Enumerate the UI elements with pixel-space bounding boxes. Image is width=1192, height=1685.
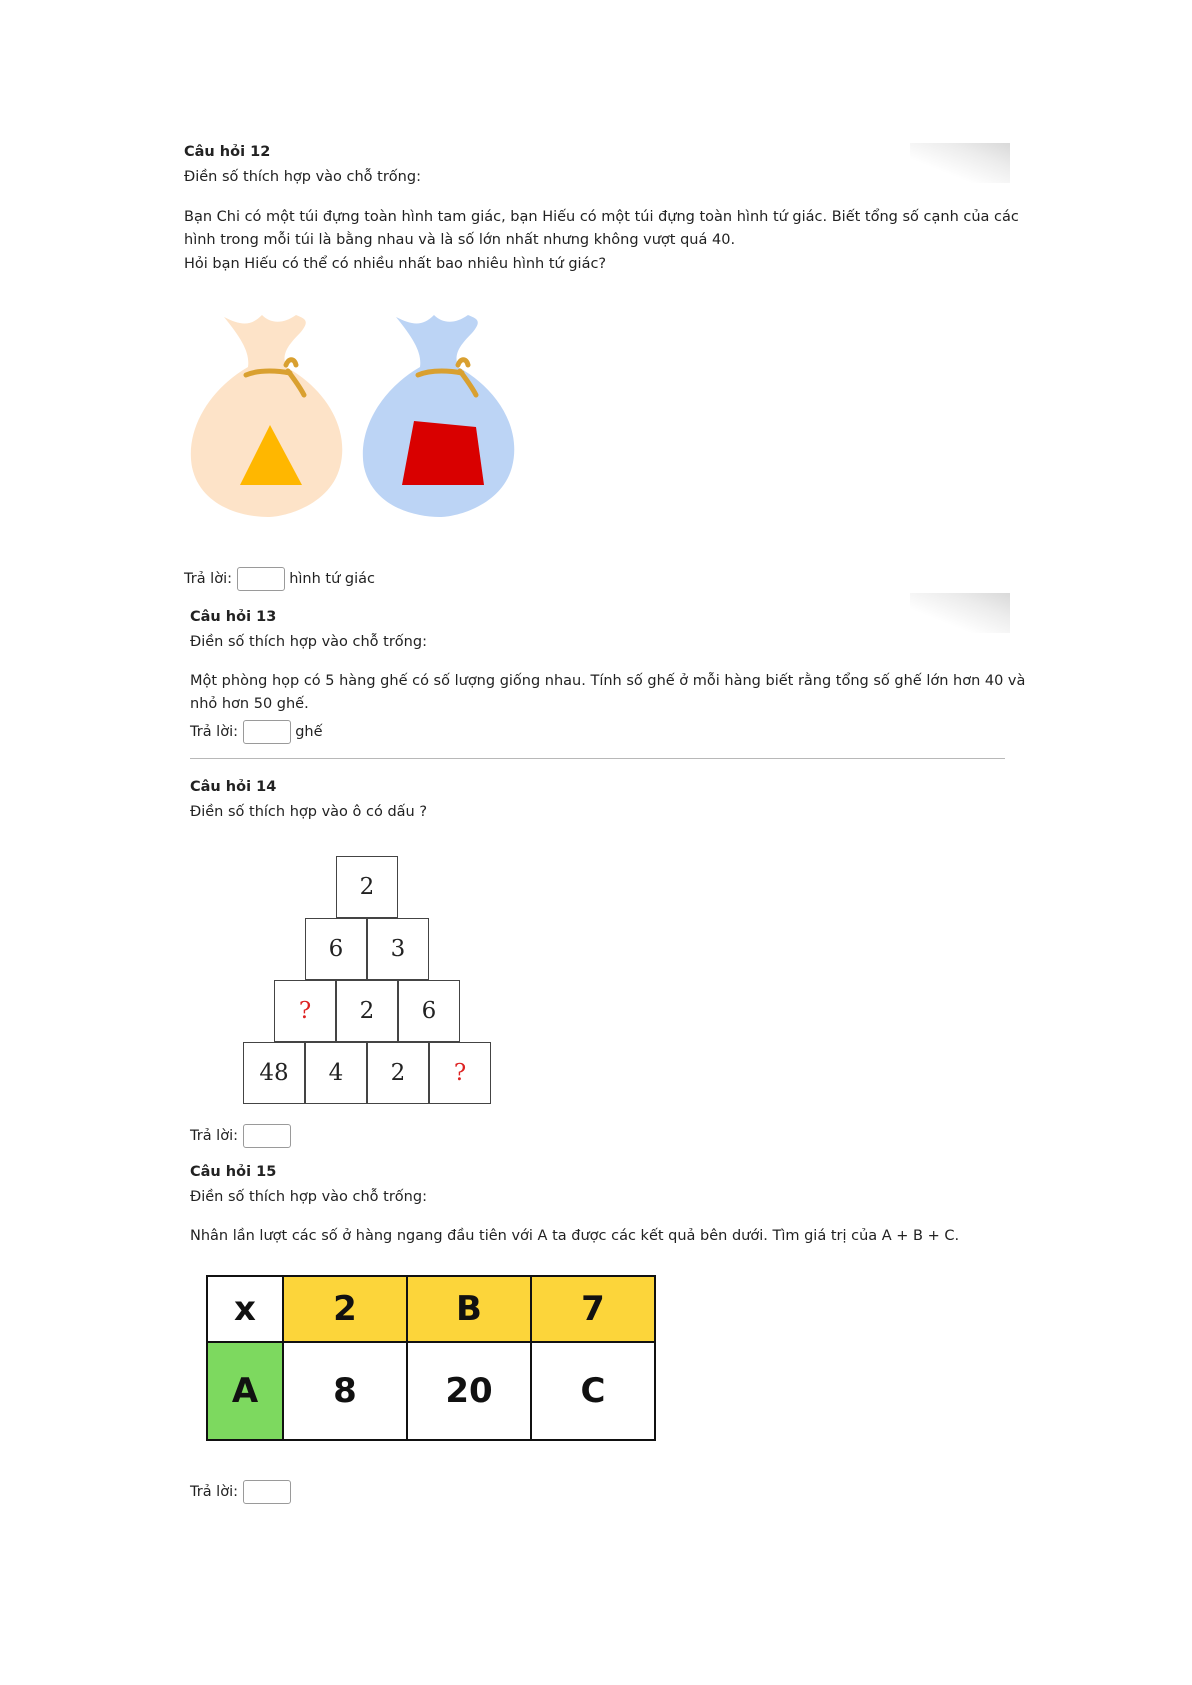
divider	[190, 758, 1005, 759]
q15-body-line1: Nhân lần lượt các số ở hàng ngang đầu tiên với A ta được các kết quả bên dưới. Tìm giá trị của A + B + C.	[190, 1228, 960, 1244]
table-result-cell: 8	[283, 1342, 407, 1440]
q14-instruction: Điền số thích hợp vào ô có dấu ?	[190, 804, 428, 820]
pyramid-cell-unknown: ?	[274, 980, 336, 1042]
multiplication-table	[206, 1275, 656, 1441]
q13-answer-unit: ghế	[295, 724, 323, 740]
q12-body-line3: Hỏi bạn Hiếu có thể có nhiều nhất bao nhiêu hình tứ giác?	[184, 256, 607, 272]
table-result-cell: C	[531, 1342, 655, 1440]
quadrilateral-icon	[402, 421, 484, 485]
q13-body-line1: Một phòng họp có 5 hàng ghế có số lượng giống nhau. Tính số ghế ở mỗi hàng biết rằng tổng số ghế lớn hơn 40 và	[190, 673, 1026, 689]
q13-answer-input[interactable]	[243, 720, 291, 744]
pyramid-cell: 2	[367, 1042, 429, 1104]
q14-title: Câu hỏi 14	[190, 779, 277, 795]
q12-answer-unit: hình tứ giác	[289, 571, 376, 587]
q15-answer-label: Trả lời:	[190, 1484, 238, 1500]
corner-shade	[910, 593, 1010, 633]
q14-answer-label: Trả lời:	[190, 1128, 238, 1144]
q13-body-line2: nhỏ hơn 50 ghế.	[190, 696, 309, 712]
q12-instruction: Điền số thích hợp vào chỗ trống:	[184, 169, 421, 185]
table-header-cell: 7	[531, 1276, 655, 1342]
table-op-cell: x	[207, 1276, 283, 1342]
pyramid-cell: 2	[336, 980, 398, 1042]
pyramid-cell-unknown: ?	[429, 1042, 491, 1104]
pyramid-cell: 6	[398, 980, 460, 1042]
bag-hieu-icon	[363, 315, 514, 517]
q12-title: Câu hỏi 12	[184, 144, 271, 160]
table-header-cell: B	[407, 1276, 531, 1342]
q14-answer-input[interactable]	[243, 1124, 291, 1148]
q14-answer-row	[190, 1124, 291, 1148]
pyramid-cell: 6	[305, 918, 367, 980]
pyramid-cell: 3	[367, 918, 429, 980]
q12-answer-label: Trả lời:	[184, 571, 232, 587]
q15-title: Câu hỏi 15	[190, 1164, 277, 1180]
pyramid-cell: 4	[305, 1042, 367, 1104]
pyramid-cell: 2	[336, 856, 398, 918]
table-result-cell: 20	[407, 1342, 531, 1440]
table-header-cell: 2	[283, 1276, 407, 1342]
corner-shade	[910, 143, 1010, 183]
q12-body-line2: hình trong mỗi túi là bằng nhau và là số lớn nhất nhưng không vượt quá 40.	[184, 232, 736, 248]
pyramid-cell: 48	[243, 1042, 305, 1104]
q12-body-line1: Bạn Chi có một túi đựng toàn hình tam giác, bạn Hiếu có một túi đựng toàn hình tứ giác. Biết tổng số cạnh của các	[184, 209, 1019, 225]
table-a-cell: A	[207, 1342, 283, 1440]
q15-answer-row	[190, 1480, 291, 1504]
q13-answer-row	[190, 720, 323, 744]
q12-answer-row	[184, 567, 375, 591]
bags-illustration	[190, 305, 540, 530]
q15-answer-input[interactable]	[243, 1480, 291, 1504]
q15-instruction: Điền số thích hợp vào chỗ trống:	[190, 1189, 427, 1205]
q13-instruction: Điền số thích hợp vào chỗ trống:	[190, 634, 427, 650]
q13-answer-label: Trả lời:	[190, 724, 238, 740]
q13-title: Câu hỏi 13	[190, 609, 277, 625]
bag-chi-icon	[191, 315, 342, 517]
q12-answer-input[interactable]	[237, 567, 285, 591]
